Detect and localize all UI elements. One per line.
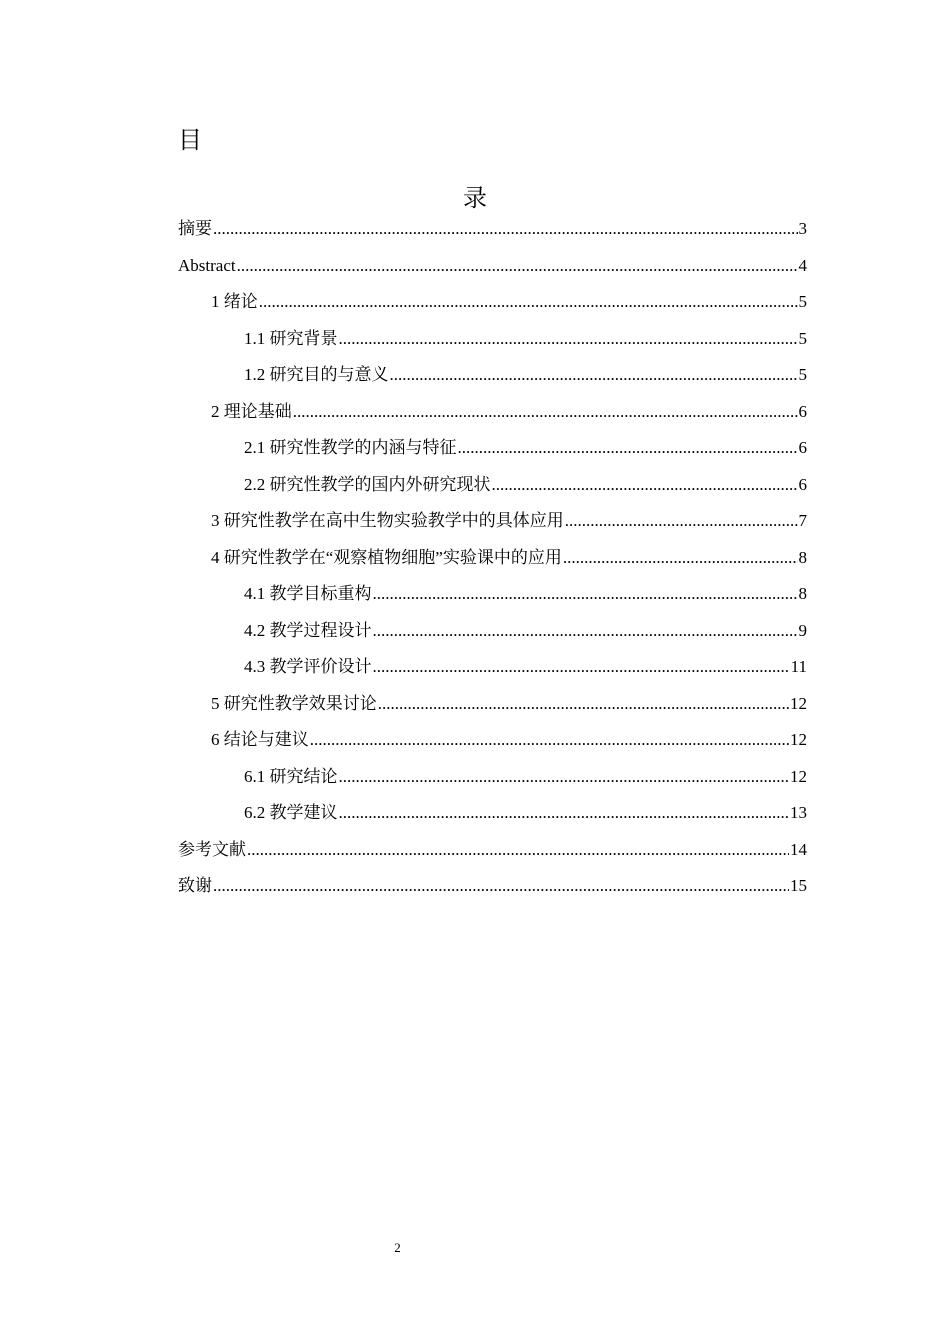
toc-entry[interactable] bbox=[178, 837, 807, 861]
toc-entry-page: 15 bbox=[790, 876, 807, 895]
toc-entry-page: 11 bbox=[790, 657, 807, 676]
toc-leader-dots bbox=[213, 218, 798, 240]
toc-heading-part-2: 录 bbox=[463, 184, 487, 212]
toc-entry-title: 2.2 研究性教学的国内外研究现状 bbox=[244, 474, 491, 494]
toc-leader-dots bbox=[373, 583, 798, 605]
toc-entry[interactable] bbox=[211, 399, 807, 423]
toc-entry[interactable] bbox=[244, 618, 807, 642]
toc-entry-page: 8 bbox=[798, 584, 807, 603]
toc-entry[interactable] bbox=[211, 508, 807, 532]
toc-entry-page: 12 bbox=[790, 693, 807, 713]
toc-entry-title: 2 理论基础 bbox=[211, 401, 292, 421]
toc-heading-part-1: 目 bbox=[178, 126, 202, 154]
toc-leader-dots bbox=[565, 510, 798, 532]
toc-entry[interactable] bbox=[244, 472, 807, 496]
toc-leader-dots bbox=[390, 364, 798, 386]
toc-entry-title: 摘要 bbox=[178, 219, 212, 238]
toc-entry-page: 8 bbox=[798, 547, 807, 567]
toc-entry-title: 1.2 研究目的与意义 bbox=[244, 365, 389, 384]
toc-entry-page: 13 bbox=[790, 803, 807, 822]
toc-entry-title: 6 结论与建议 bbox=[211, 730, 309, 749]
toc-leader-dots bbox=[373, 656, 790, 678]
toc-leader-dots bbox=[247, 839, 789, 861]
toc-leader-dots bbox=[213, 875, 789, 897]
toc-leader-dots bbox=[310, 729, 789, 751]
toc-entry-page: 5 bbox=[798, 292, 807, 311]
toc-entry[interactable] bbox=[244, 362, 807, 386]
toc-entry-page: 12 bbox=[790, 730, 807, 749]
toc-entry[interactable] bbox=[211, 727, 807, 751]
toc-entry[interactable] bbox=[178, 216, 807, 240]
toc-entry-title: 5 研究性教学效果讨论 bbox=[211, 693, 377, 713]
toc-leader-dots bbox=[458, 437, 798, 459]
toc-entry-title: 6.2 教学建议 bbox=[244, 803, 338, 822]
toc-entry-title: Abstract bbox=[178, 255, 236, 275]
toc-leader-dots bbox=[339, 802, 790, 824]
toc-entry[interactable] bbox=[244, 764, 807, 788]
toc-entry[interactable] bbox=[244, 435, 807, 459]
toc-entry-title: 参考文献 bbox=[178, 839, 246, 859]
toc-leader-dots bbox=[237, 255, 798, 277]
toc-leader-dots bbox=[563, 547, 798, 569]
toc-entry-title: 4.2 教学过程设计 bbox=[244, 620, 372, 640]
toc-entry[interactable] bbox=[244, 654, 807, 678]
toc-leader-dots bbox=[293, 401, 798, 423]
toc-leader-dots bbox=[373, 620, 798, 642]
page-number: 2 bbox=[394, 1240, 401, 1255]
toc-entry-page: 6 bbox=[798, 438, 807, 457]
toc-entry-page: 9 bbox=[798, 620, 807, 640]
toc-entry-title: 4.1 教学目标重构 bbox=[244, 584, 372, 603]
toc-leader-dots bbox=[492, 474, 798, 496]
toc-entry-page: 3 bbox=[798, 219, 807, 238]
toc-entry[interactable] bbox=[211, 289, 807, 313]
toc-entry[interactable] bbox=[178, 253, 807, 277]
toc-entry[interactable] bbox=[178, 873, 807, 897]
toc-entry-title: 4.3 教学评价设计 bbox=[244, 657, 372, 676]
toc-leader-dots bbox=[378, 693, 789, 715]
toc-entry-title: 3 研究性教学在高中生物实验教学中的具体应用 bbox=[211, 511, 564, 530]
toc-entry-page: 6 bbox=[798, 401, 807, 421]
toc-entry[interactable] bbox=[244, 326, 807, 350]
toc-entry-title: 1.1 研究背景 bbox=[244, 328, 338, 348]
toc-leader-dots bbox=[259, 291, 798, 313]
toc-entry-page: 4 bbox=[798, 255, 807, 275]
toc-entry[interactable] bbox=[244, 800, 807, 824]
toc-entry[interactable] bbox=[244, 581, 807, 605]
toc-entry-page: 5 bbox=[798, 365, 807, 384]
toc-entry-title: 4 研究性教学在“观察植物细胞”实验课中的应用 bbox=[211, 547, 562, 567]
toc-entry-page: 14 bbox=[790, 839, 807, 859]
toc-entry-page: 7 bbox=[798, 511, 807, 530]
toc-entry-title: 6.1 研究结论 bbox=[244, 766, 338, 786]
toc-leader-dots bbox=[339, 766, 790, 788]
toc-entry[interactable] bbox=[211, 691, 807, 715]
toc-entry-page: 6 bbox=[798, 474, 807, 494]
toc-entry-page: 5 bbox=[798, 328, 807, 348]
toc-entry-title: 2.1 研究性教学的内涵与特征 bbox=[244, 438, 457, 457]
toc-leader-dots bbox=[339, 328, 798, 350]
toc-entry-title: 致谢 bbox=[178, 876, 212, 895]
toc-entry-title: 1 绪论 bbox=[211, 292, 258, 311]
toc-entry-page: 12 bbox=[790, 766, 807, 786]
toc-entry[interactable] bbox=[211, 545, 807, 569]
